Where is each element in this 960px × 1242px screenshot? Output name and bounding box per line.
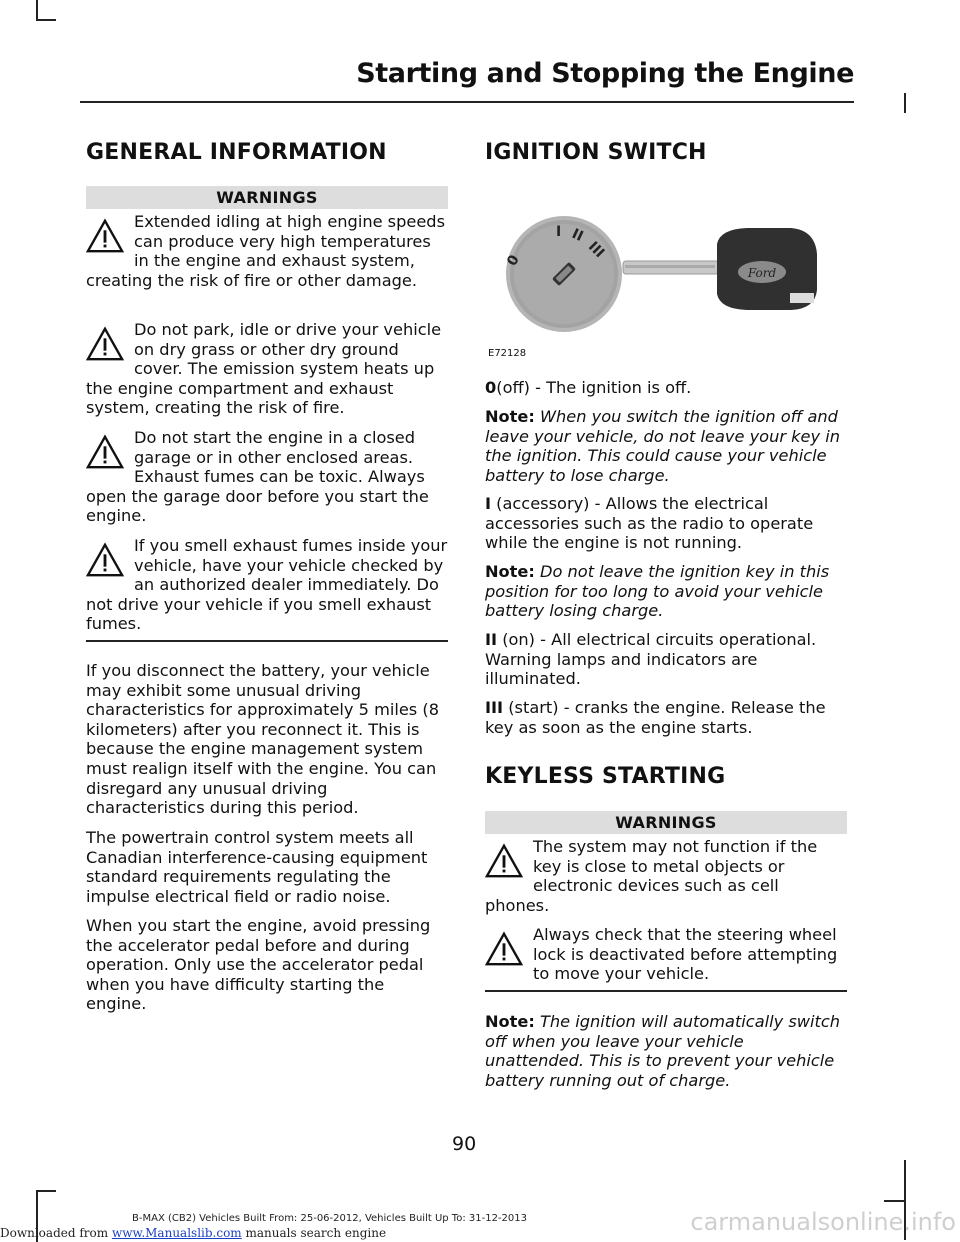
note-label: Note:	[485, 562, 535, 581]
warning-block	[86, 428, 448, 526]
header-rule	[80, 101, 854, 103]
warning-block	[86, 212, 448, 290]
manualslib-link[interactable]: www.Manualslib.com	[111, 1226, 242, 1240]
warning-block	[485, 837, 847, 915]
position-text: (on) - All electrical circuits operational. Warning lamps and indicators are illuminated.	[485, 630, 817, 689]
crop-mark	[36, 19, 56, 21]
warning-triangle-icon	[86, 326, 124, 362]
warning-text: exhaust system, creating the risk of fire or other damage.	[86, 251, 418, 290]
section-heading-ignition-switch: IGNITION SWITCH	[485, 140, 707, 165]
footer-text: Downloaded from	[0, 1226, 112, 1240]
dial-label: III	[584, 238, 608, 262]
warning-text: the engine compartment and exhaust system, creating the risk of fire.	[86, 378, 394, 418]
dial-label: 0	[504, 252, 523, 269]
note-text: When you switch the ignition off and leave your vehicle, do not leave your key in the ignition. This could cause your vehicle battery to lose charge.	[485, 407, 840, 485]
warning-text: The system may not function if the key is close to metal objects or electronic devices such as cell	[533, 837, 818, 896]
note	[485, 562, 847, 621]
warning-block	[485, 925, 847, 984]
dial-label: I	[556, 224, 562, 240]
section-heading-general-information: GENERAL INFORMATION	[86, 140, 387, 165]
section-divider	[86, 640, 448, 642]
warning-text: Do not park, idle or drive your vehicle on dry grass or other dry ground cover. The emission system heats up	[134, 320, 442, 379]
warning-block	[86, 536, 448, 634]
note	[485, 407, 847, 485]
crop-mark	[904, 93, 906, 113]
note-text: Do not leave the ignition key in this position for too long to avoid your vehicle battery losing charge.	[485, 562, 830, 621]
body-paragraph: The powertrain control system meets all Canadian interference-causing equipment standard requirements regulating the impulse electrical field or radio noise.	[86, 828, 428, 906]
position-off	[485, 378, 847, 398]
footer-text: manuals search engine	[241, 1226, 387, 1240]
figure-code: E72128	[488, 348, 527, 359]
crop-mark	[36, 1190, 56, 1192]
ford-key-icon	[623, 228, 817, 310]
warning-text: Always check that the steering wheel lock is deactivated before attempting to move your vehicle.	[533, 925, 838, 984]
note-label: Note:	[485, 407, 535, 426]
ignition-dial	[504, 216, 622, 332]
note-text: The ignition will automatically switch off when you leave your vehicle unattended. This is to prevent your vehicle battery running out of charge.	[485, 1012, 841, 1090]
watermark: carmanualsonline.info	[690, 1208, 956, 1236]
warning-text: If you smell exhaust fumes inside your vehicle, have your vehicle checked by an authorized dealer	[134, 536, 448, 595]
footer-download-note	[0, 1226, 386, 1240]
crop-mark	[884, 1200, 904, 1202]
warnings-bar: WARNINGS	[485, 811, 847, 834]
body-paragraph: When you start the engine, avoid pressing the accelerator pedal before and during operation. Only use the accelerator pedal when you have difficulty starting the engine.	[86, 916, 431, 1014]
warning-triangle-icon	[86, 542, 124, 578]
dial-label: II	[569, 226, 586, 245]
position-text: (accessory) - Allows the electrical accessories such as the radio to operate while the engine is not running.	[485, 494, 814, 553]
warning-triangle-icon	[485, 931, 523, 967]
warning-text: immediately. Do not drive your vehicle if you smell exhaust fumes.	[86, 575, 439, 634]
position-accessory	[485, 494, 847, 553]
position-on	[485, 630, 847, 689]
page-number: 90	[452, 1133, 477, 1155]
warning-text: phones.	[485, 895, 550, 915]
key-brand: Ford	[747, 266, 777, 280]
position-label: 0	[485, 378, 497, 397]
warnings-bar: WARNINGS	[86, 186, 448, 209]
position-text: (off) - The ignition is off.	[496, 378, 692, 397]
warning-triangle-icon	[86, 218, 124, 254]
warning-triangle-icon	[86, 434, 124, 470]
warning-text: Extended idling at high engine speeds can produce very high temperatures in the engine and	[134, 212, 446, 271]
position-label: II	[485, 630, 498, 649]
warning-triangle-icon	[485, 843, 523, 879]
body-paragraph: If you disconnect the battery, your vehicle may exhibit some unusual driving characteristics for approximately 5 miles (8 kilometers) after you reconnect it. This is because the engine management system must realign itself with the engine. You can disregard any unusual driving characteristics during this period.	[86, 661, 440, 818]
warning-block	[86, 320, 448, 418]
warning-text: open the garage door before you start the engine.	[86, 486, 429, 526]
note-label: Note:	[485, 1012, 535, 1031]
warning-text: Do not start the engine in a closed garage or in other enclosed areas. Exhaust fumes can be toxic. Always	[134, 428, 425, 487]
section-heading-keyless-starting: KEYLESS STARTING	[485, 764, 726, 789]
position-start	[485, 698, 847, 737]
footer-model-info: B-MAX (CB2) Vehicles Built From: 25-06-2012, Vehicles Built Up To: 31-12-2013	[132, 1213, 527, 1224]
position-text: (start) - cranks the engine. Release the key as soon as the engine starts.	[485, 698, 826, 737]
note	[485, 1012, 847, 1090]
section-divider	[485, 990, 847, 992]
position-label: III	[485, 698, 504, 717]
page-title: Starting and Stopping the Engine	[356, 58, 854, 89]
crop-mark	[36, 0, 38, 20]
ignition-switch-figure	[485, 214, 847, 362]
position-label: I	[485, 494, 492, 513]
